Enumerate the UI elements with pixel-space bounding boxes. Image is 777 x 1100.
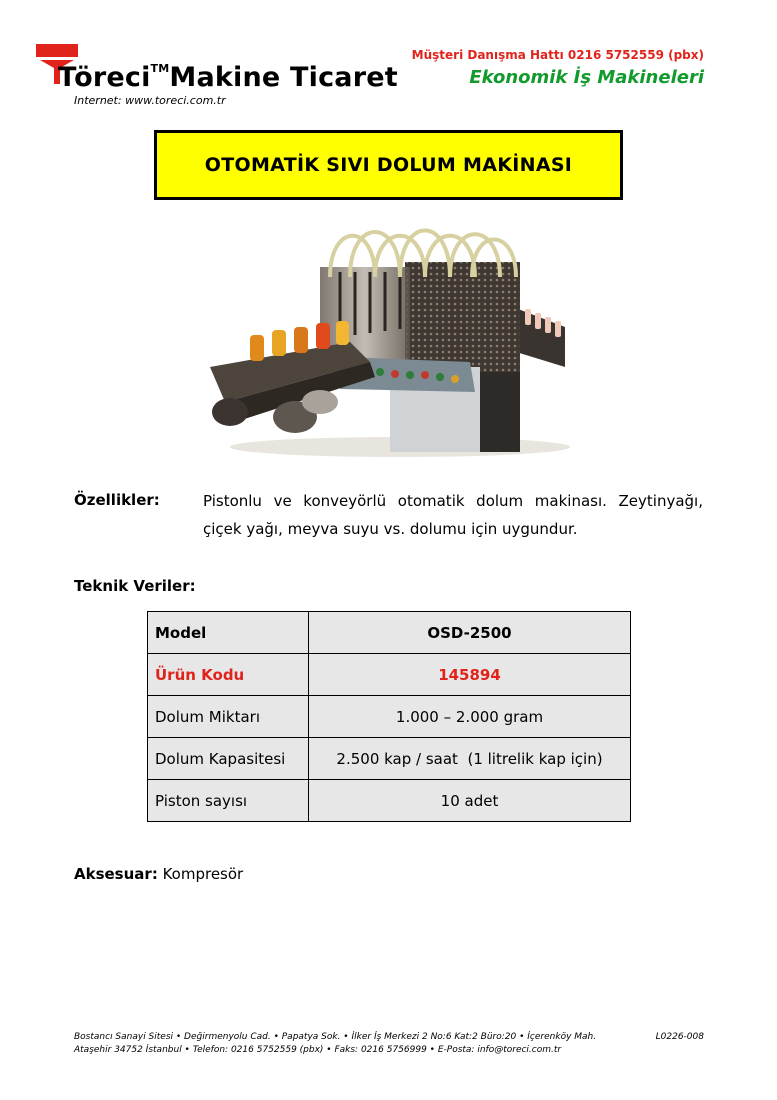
trademark-sign: TM [150, 62, 170, 75]
spec-key: Ürün Kodu [148, 654, 309, 696]
brand-name [58, 62, 398, 93]
brand-word: Töreci [58, 62, 151, 93]
accessory-value: Kompresör [162, 865, 244, 883]
website-link[interactable]: Internet: www.toreci.com.tr [74, 94, 226, 107]
table-row [148, 612, 631, 654]
spec-key: Dolum Miktarı [148, 696, 309, 738]
table-row [148, 738, 631, 780]
accessory [74, 865, 243, 883]
footer [74, 1031, 704, 1057]
footer-address-line-2: Ataşehir 34752 İstanbul • Telefon: 0216 5752559 (pbx) • Faks: 0216 5756999 • E-Posta: info@toreci.com.tr [74, 1045, 562, 1055]
specs-table [147, 611, 631, 822]
spec-key: Model [148, 612, 309, 654]
features-line-1: Pistonlu ve konveyörlü otomatik dolum makinası. Zeytinyağı, [203, 492, 703, 510]
hotline-text: Müşteri Danışma Hattı 0216 5752559 (pbx) [411, 48, 704, 62]
accessory-label: Aksesuar: [74, 865, 158, 883]
table-row [148, 696, 631, 738]
tagline: Ekonomik İş Makineleri [469, 67, 704, 88]
technical-label: Teknik Veriler: [74, 577, 196, 595]
page-title: OTOMATİK SIVI DOLUM MAKİNASI [154, 130, 623, 200]
features-text [203, 487, 703, 543]
spec-value: 10 adet [309, 780, 631, 822]
features-label: Özellikler: [74, 491, 160, 509]
spec-value: 1.000 – 2.000 gram [309, 696, 631, 738]
table-row [148, 780, 631, 822]
footer-address-line-1: Bostancı Sanayi Sitesi • Değirmenyolu Cad. • Papatya Sok. • İlker İş Merkezi 2 No:6 Kat:2 Büro:20 • İçerenköy Mah. [74, 1032, 597, 1042]
spec-value: OSD-2500 [309, 612, 631, 654]
spec-key: Dolum Kapasitesi [148, 738, 309, 780]
spec-key: Piston sayısı [148, 780, 309, 822]
brand-suffix: Makine Ticaret [169, 62, 398, 93]
features-line-2: çiçek yağı, meyva suyu vs. dolumu için uygundur. [203, 520, 578, 538]
document-code: L0226-008 [655, 1032, 704, 1042]
table-row [148, 654, 631, 696]
spec-value: 2.500 kap / saat (1 litrelik kap için) [309, 738, 631, 780]
machine-photo [200, 217, 578, 457]
spec-value: 145894 [309, 654, 631, 696]
